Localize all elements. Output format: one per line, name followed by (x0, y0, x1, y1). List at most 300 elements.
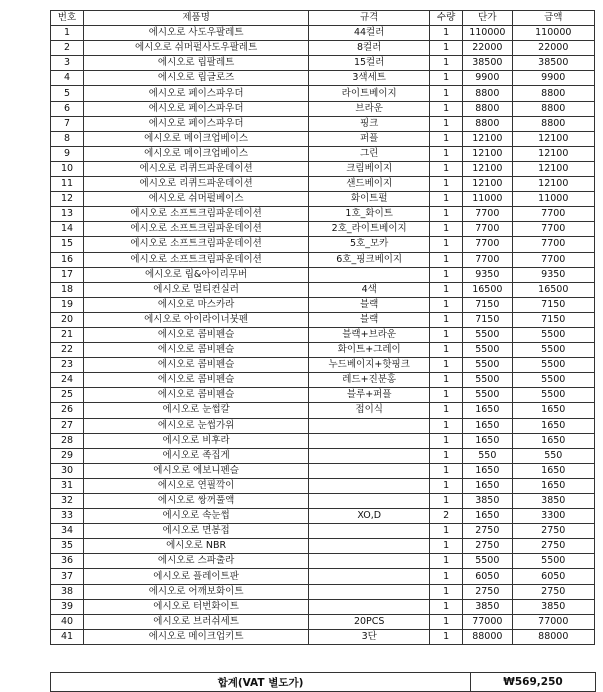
cell-spec: 핑크 (309, 116, 430, 131)
table-row (51, 554, 595, 569)
cell-amount: 5500 (512, 358, 594, 373)
cell-price: 11000 (463, 192, 512, 207)
cell-no: 2 (51, 41, 84, 56)
cell-amount: 1650 (512, 418, 594, 433)
cell-price: 2750 (463, 584, 512, 599)
cell-amount: 38500 (512, 56, 594, 71)
cell-spec: 샌드베이지 (309, 177, 430, 192)
cell-spec (309, 599, 430, 614)
cell-price: 5500 (463, 388, 512, 403)
cell-price: 1650 (463, 509, 512, 524)
cell-no: 17 (51, 267, 84, 282)
cell-no: 10 (51, 161, 84, 176)
cell-amount: 7150 (512, 297, 594, 312)
table-row (51, 403, 595, 418)
cell-price: 5500 (463, 554, 512, 569)
cell-price: 3850 (463, 494, 512, 509)
table-row (51, 614, 595, 629)
table-row (51, 161, 595, 176)
cell-price: 550 (463, 448, 512, 463)
cell-spec: 화이트+그레이 (309, 343, 430, 358)
cell-no: 9 (51, 146, 84, 161)
cell-qty: 1 (430, 418, 463, 433)
cell-amount: 77000 (512, 614, 594, 629)
cell-price: 2750 (463, 539, 512, 554)
cell-qty: 1 (430, 599, 463, 614)
cell-qty: 1 (430, 177, 463, 192)
cell-spec: 4색 (309, 282, 430, 297)
cell-price: 2750 (463, 524, 512, 539)
cell-spec (309, 478, 430, 493)
table-row (51, 629, 595, 644)
cell-name: 에시오로 소프트크림파운데이션 (83, 237, 308, 252)
cell-spec: 블랙+브라운 (309, 327, 430, 342)
cell-spec: 퍼플 (309, 131, 430, 146)
table-row (51, 358, 595, 373)
cell-qty: 1 (430, 373, 463, 388)
cell-name: 에시오로 콤비펜슬 (83, 388, 308, 403)
cell-spec (309, 584, 430, 599)
table-row (51, 282, 595, 297)
cell-price: 7700 (463, 237, 512, 252)
cell-no: 28 (51, 433, 84, 448)
cell-amount: 9900 (512, 71, 594, 86)
table-row (51, 267, 595, 282)
table-row (51, 478, 595, 493)
cell-name: 에시오로 페이스파우더 (83, 116, 308, 131)
cell-spec: 3색세트 (309, 71, 430, 86)
cell-name: 에시오로 소프트크림파운데이션 (83, 222, 308, 237)
cell-qty: 1 (430, 463, 463, 478)
cell-amount: 12100 (512, 131, 594, 146)
cell-qty: 1 (430, 116, 463, 131)
cell-amount: 6050 (512, 569, 594, 584)
cell-qty: 1 (430, 131, 463, 146)
cell-qty: 1 (430, 403, 463, 418)
total-row (51, 673, 596, 692)
cell-price: 5500 (463, 343, 512, 358)
cell-qty: 1 (430, 252, 463, 267)
cell-amount: 11000 (512, 192, 594, 207)
cell-price: 1650 (463, 433, 512, 448)
cell-qty: 1 (430, 539, 463, 554)
cell-amount: 2750 (512, 584, 594, 599)
table-row (51, 373, 595, 388)
cell-spec: 15컬러 (309, 56, 430, 71)
cell-spec: 누드베이지+핫핑크 (309, 358, 430, 373)
cell-no: 34 (51, 524, 84, 539)
cell-price: 8800 (463, 101, 512, 116)
cell-qty: 1 (430, 388, 463, 403)
items-body (51, 26, 595, 645)
cell-no: 6 (51, 101, 84, 116)
cell-name: 에시오로 쉬머펄베이스 (83, 192, 308, 207)
cell-amount: 5500 (512, 373, 594, 388)
header-amount: 금액 (512, 11, 594, 26)
cell-price: 5500 (463, 373, 512, 388)
cell-spec: 라이트베이지 (309, 86, 430, 101)
cell-no: 14 (51, 222, 84, 237)
cell-price: 22000 (463, 41, 512, 56)
cell-no: 21 (51, 327, 84, 342)
cell-qty: 1 (430, 86, 463, 101)
cell-amount: 7700 (512, 252, 594, 267)
table-row (51, 343, 595, 358)
table-row (51, 192, 595, 207)
cell-price: 9900 (463, 71, 512, 86)
cell-qty: 1 (430, 192, 463, 207)
cell-name: 에시오로 눈썹가위 (83, 418, 308, 433)
cell-spec: 블루+퍼플 (309, 388, 430, 403)
table-row (51, 448, 595, 463)
cell-spec: XO,D (309, 509, 430, 524)
table-row (51, 524, 595, 539)
cell-spec (309, 267, 430, 282)
cell-name: 에시오로 쌍꺼풀액 (83, 494, 308, 509)
cell-spec (309, 524, 430, 539)
cell-qty: 1 (430, 327, 463, 342)
cell-price: 77000 (463, 614, 512, 629)
table-row (51, 131, 595, 146)
cell-no: 22 (51, 343, 84, 358)
table-row (51, 86, 595, 101)
cell-no: 11 (51, 177, 84, 192)
cell-no: 35 (51, 539, 84, 554)
cell-no: 41 (51, 629, 84, 644)
cell-price: 1650 (463, 403, 512, 418)
cell-spec: 크림베이지 (309, 161, 430, 176)
cell-spec: 브라운 (309, 101, 430, 116)
cell-spec: 6호_핑크베이지 (309, 252, 430, 267)
cell-qty: 1 (430, 312, 463, 327)
cell-name: 에시오로 스파출라 (83, 554, 308, 569)
cell-price: 7700 (463, 222, 512, 237)
total-label: 합계(VAT 별도가) (51, 673, 471, 692)
cell-no: 12 (51, 192, 84, 207)
cell-price: 7700 (463, 252, 512, 267)
cell-name: 에시오로 쉬머펄사도우팔레트 (83, 41, 308, 56)
cell-amount: 110000 (512, 26, 594, 41)
cell-amount: 12100 (512, 177, 594, 192)
cell-qty: 1 (430, 343, 463, 358)
cell-no: 40 (51, 614, 84, 629)
cell-qty: 1 (430, 297, 463, 312)
table-row (51, 509, 595, 524)
cell-spec (309, 554, 430, 569)
cell-qty: 1 (430, 146, 463, 161)
cell-qty: 1 (430, 433, 463, 448)
cell-amount: 7700 (512, 237, 594, 252)
table-row (51, 41, 595, 56)
cell-no: 37 (51, 569, 84, 584)
table-row (51, 297, 595, 312)
cell-price: 12100 (463, 161, 512, 176)
cell-amount: 22000 (512, 41, 594, 56)
cell-spec: 20PCS (309, 614, 430, 629)
cell-amount: 3850 (512, 599, 594, 614)
cell-price: 110000 (463, 26, 512, 41)
cell-no: 16 (51, 252, 84, 267)
table-row (51, 433, 595, 448)
cell-qty: 1 (430, 26, 463, 41)
cell-qty: 1 (430, 237, 463, 252)
cell-name: 에시오로 속눈썹 (83, 509, 308, 524)
cell-no: 1 (51, 26, 84, 41)
table-row (51, 327, 595, 342)
cell-no: 15 (51, 237, 84, 252)
cell-name: 에시오로 아이라이너붓펜 (83, 312, 308, 327)
cell-price: 38500 (463, 56, 512, 71)
cell-spec (309, 433, 430, 448)
cell-price: 8800 (463, 116, 512, 131)
table-row (51, 539, 595, 554)
cell-qty: 1 (430, 554, 463, 569)
cell-amount: 2750 (512, 539, 594, 554)
cell-qty: 1 (430, 524, 463, 539)
cell-qty: 1 (430, 569, 463, 584)
table-row (51, 146, 595, 161)
cell-price: 7150 (463, 297, 512, 312)
cell-no: 29 (51, 448, 84, 463)
cell-price: 12100 (463, 146, 512, 161)
cell-name: 에시오로 립&아이리무버 (83, 267, 308, 282)
cell-qty: 1 (430, 207, 463, 222)
table-row (51, 463, 595, 478)
cell-amount: 5500 (512, 554, 594, 569)
cell-name: 에시오로 페이스파우더 (83, 86, 308, 101)
cell-amount: 5500 (512, 388, 594, 403)
header-price: 단가 (463, 11, 512, 26)
cell-spec (309, 463, 430, 478)
cell-amount: 7150 (512, 312, 594, 327)
cell-amount: 88000 (512, 629, 594, 644)
cell-name: 에시오로 콤비펜슬 (83, 358, 308, 373)
cell-spec: 블랙 (309, 312, 430, 327)
cell-amount: 1650 (512, 478, 594, 493)
cell-no: 20 (51, 312, 84, 327)
cell-amount: 8800 (512, 101, 594, 116)
header-no: 번호 (51, 11, 84, 26)
cell-price: 12100 (463, 131, 512, 146)
cell-amount: 3300 (512, 509, 594, 524)
cell-price: 12100 (463, 177, 512, 192)
cell-no: 32 (51, 494, 84, 509)
cell-spec (309, 539, 430, 554)
cell-name: 에시오로 눈썹칼 (83, 403, 308, 418)
cell-spec (309, 569, 430, 584)
cell-spec (309, 448, 430, 463)
cell-price: 5500 (463, 327, 512, 342)
cell-name: 에시오로 리퀴드파운데이션 (83, 161, 308, 176)
header-row (51, 11, 595, 26)
cell-amount: 9350 (512, 267, 594, 282)
cell-qty: 1 (430, 161, 463, 176)
cell-name: 에시오로 멀티컨실러 (83, 282, 308, 297)
cell-qty: 1 (430, 71, 463, 86)
cell-qty: 1 (430, 448, 463, 463)
cell-amount: 16500 (512, 282, 594, 297)
header-spec: 규격 (309, 11, 430, 26)
cell-qty: 1 (430, 494, 463, 509)
cell-name: 에시오로 연필깍이 (83, 478, 308, 493)
cell-no: 38 (51, 584, 84, 599)
cell-no: 25 (51, 388, 84, 403)
cell-no: 36 (51, 554, 84, 569)
header-name: 제품명 (83, 11, 308, 26)
cell-qty: 1 (430, 614, 463, 629)
cell-no: 24 (51, 373, 84, 388)
cell-name: 에시오로 족집게 (83, 448, 308, 463)
cell-amount: 3850 (512, 494, 594, 509)
cell-qty: 1 (430, 478, 463, 493)
cell-amount: 550 (512, 448, 594, 463)
table-row (51, 494, 595, 509)
cell-name: 에시오로 비후라 (83, 433, 308, 448)
table-row (51, 237, 595, 252)
cell-amount: 5500 (512, 343, 594, 358)
table-row (51, 56, 595, 71)
table-row (51, 418, 595, 433)
table-row (51, 252, 595, 267)
table-row (51, 584, 595, 599)
cell-price: 1650 (463, 463, 512, 478)
cell-amount: 7700 (512, 207, 594, 222)
table-row (51, 177, 595, 192)
table-row (51, 26, 595, 41)
cell-price: 7700 (463, 207, 512, 222)
cell-no: 19 (51, 297, 84, 312)
table-row (51, 101, 595, 116)
cell-qty: 1 (430, 282, 463, 297)
cell-name: 에시오로 페이스파우더 (83, 101, 308, 116)
cell-no: 13 (51, 207, 84, 222)
header-qty: 수량 (430, 11, 463, 26)
cell-amount: 1650 (512, 433, 594, 448)
cell-qty: 2 (430, 509, 463, 524)
cell-name: 에시오로 콤비펜슬 (83, 343, 308, 358)
cell-name: 에시오로 에보니펜슬 (83, 463, 308, 478)
cell-no: 4 (51, 71, 84, 86)
cell-amount: 12100 (512, 146, 594, 161)
cell-name: 에시오로 립글로즈 (83, 71, 308, 86)
cell-price: 8800 (463, 86, 512, 101)
cell-amount: 7700 (512, 222, 594, 237)
cell-spec: 3단 (309, 629, 430, 644)
cell-amount: 2750 (512, 524, 594, 539)
table-row (51, 71, 595, 86)
cell-amount: 8800 (512, 86, 594, 101)
cell-spec: 1호_화이트 (309, 207, 430, 222)
cell-price: 6050 (463, 569, 512, 584)
cell-qty: 1 (430, 101, 463, 116)
cell-amount: 1650 (512, 403, 594, 418)
table-row (51, 599, 595, 614)
table-row (51, 222, 595, 237)
cell-name: 에시오로 면봉접 (83, 524, 308, 539)
cell-name: 에시오로 어깨보화이트 (83, 584, 308, 599)
cell-price: 1650 (463, 478, 512, 493)
cell-no: 8 (51, 131, 84, 146)
cell-no: 7 (51, 116, 84, 131)
items-table (50, 10, 595, 645)
table-row (51, 312, 595, 327)
cell-price: 16500 (463, 282, 512, 297)
cell-no: 27 (51, 418, 84, 433)
cell-name: 에시오로 콤비펜슬 (83, 373, 308, 388)
cell-no: 18 (51, 282, 84, 297)
cell-spec: 화이트펄 (309, 192, 430, 207)
cell-no: 5 (51, 86, 84, 101)
cell-name: 에시오로 메이크업베이스 (83, 131, 308, 146)
total-value: ₩569,250 (471, 673, 596, 692)
cell-no: 23 (51, 358, 84, 373)
table-row (51, 388, 595, 403)
cell-spec: 블랙 (309, 297, 430, 312)
cell-amount: 1650 (512, 463, 594, 478)
cell-name: 에시오로 립팔레트 (83, 56, 308, 71)
cell-amount: 8800 (512, 116, 594, 131)
cell-name: 에시오로 브러쉬세트 (83, 614, 308, 629)
cell-no: 39 (51, 599, 84, 614)
cell-name: 에시오로 마스카라 (83, 297, 308, 312)
cell-price: 1650 (463, 418, 512, 433)
cell-qty: 1 (430, 56, 463, 71)
cell-spec: 그린 (309, 146, 430, 161)
cell-price: 3850 (463, 599, 512, 614)
total-table (50, 672, 596, 692)
cell-price: 88000 (463, 629, 512, 644)
cell-spec (309, 418, 430, 433)
cell-qty: 1 (430, 629, 463, 644)
cell-qty: 1 (430, 41, 463, 56)
table-row (51, 207, 595, 222)
cell-name: 에시오로 소프트크림파운데이션 (83, 252, 308, 267)
cell-qty: 1 (430, 584, 463, 599)
cell-name: 에시오로 메이크업베이스 (83, 146, 308, 161)
cell-amount: 5500 (512, 327, 594, 342)
cell-qty: 1 (430, 222, 463, 237)
cell-name: 에시오로 소프트크림파운데이션 (83, 207, 308, 222)
cell-no: 31 (51, 478, 84, 493)
cell-name: 에시오로 사도우팔레트 (83, 26, 308, 41)
cell-qty: 1 (430, 358, 463, 373)
cell-spec: 레드+진분홍 (309, 373, 430, 388)
cell-name: 에시오로 NBR (83, 539, 308, 554)
cell-no: 33 (51, 509, 84, 524)
cell-no: 30 (51, 463, 84, 478)
table-row (51, 569, 595, 584)
cell-price: 7150 (463, 312, 512, 327)
table-row (51, 116, 595, 131)
cell-name: 에시오로 플레이트판 (83, 569, 308, 584)
cell-name: 에시오로 터번화이트 (83, 599, 308, 614)
cell-qty: 1 (430, 267, 463, 282)
cell-spec: 8컬러 (309, 41, 430, 56)
cell-spec: 44컬러 (309, 26, 430, 41)
cell-spec: 5호_모카 (309, 237, 430, 252)
cell-name: 에시오로 메이크업키트 (83, 629, 308, 644)
cell-spec: 접이식 (309, 403, 430, 418)
cell-no: 26 (51, 403, 84, 418)
cell-amount: 12100 (512, 161, 594, 176)
cell-price: 9350 (463, 267, 512, 282)
cell-spec: 2호_라이트베이지 (309, 222, 430, 237)
cell-no: 3 (51, 56, 84, 71)
cell-spec (309, 494, 430, 509)
cell-price: 5500 (463, 358, 512, 373)
cell-name: 에시오로 리퀴드파운데이션 (83, 177, 308, 192)
cell-name: 에시오로 콤비펜슬 (83, 327, 308, 342)
